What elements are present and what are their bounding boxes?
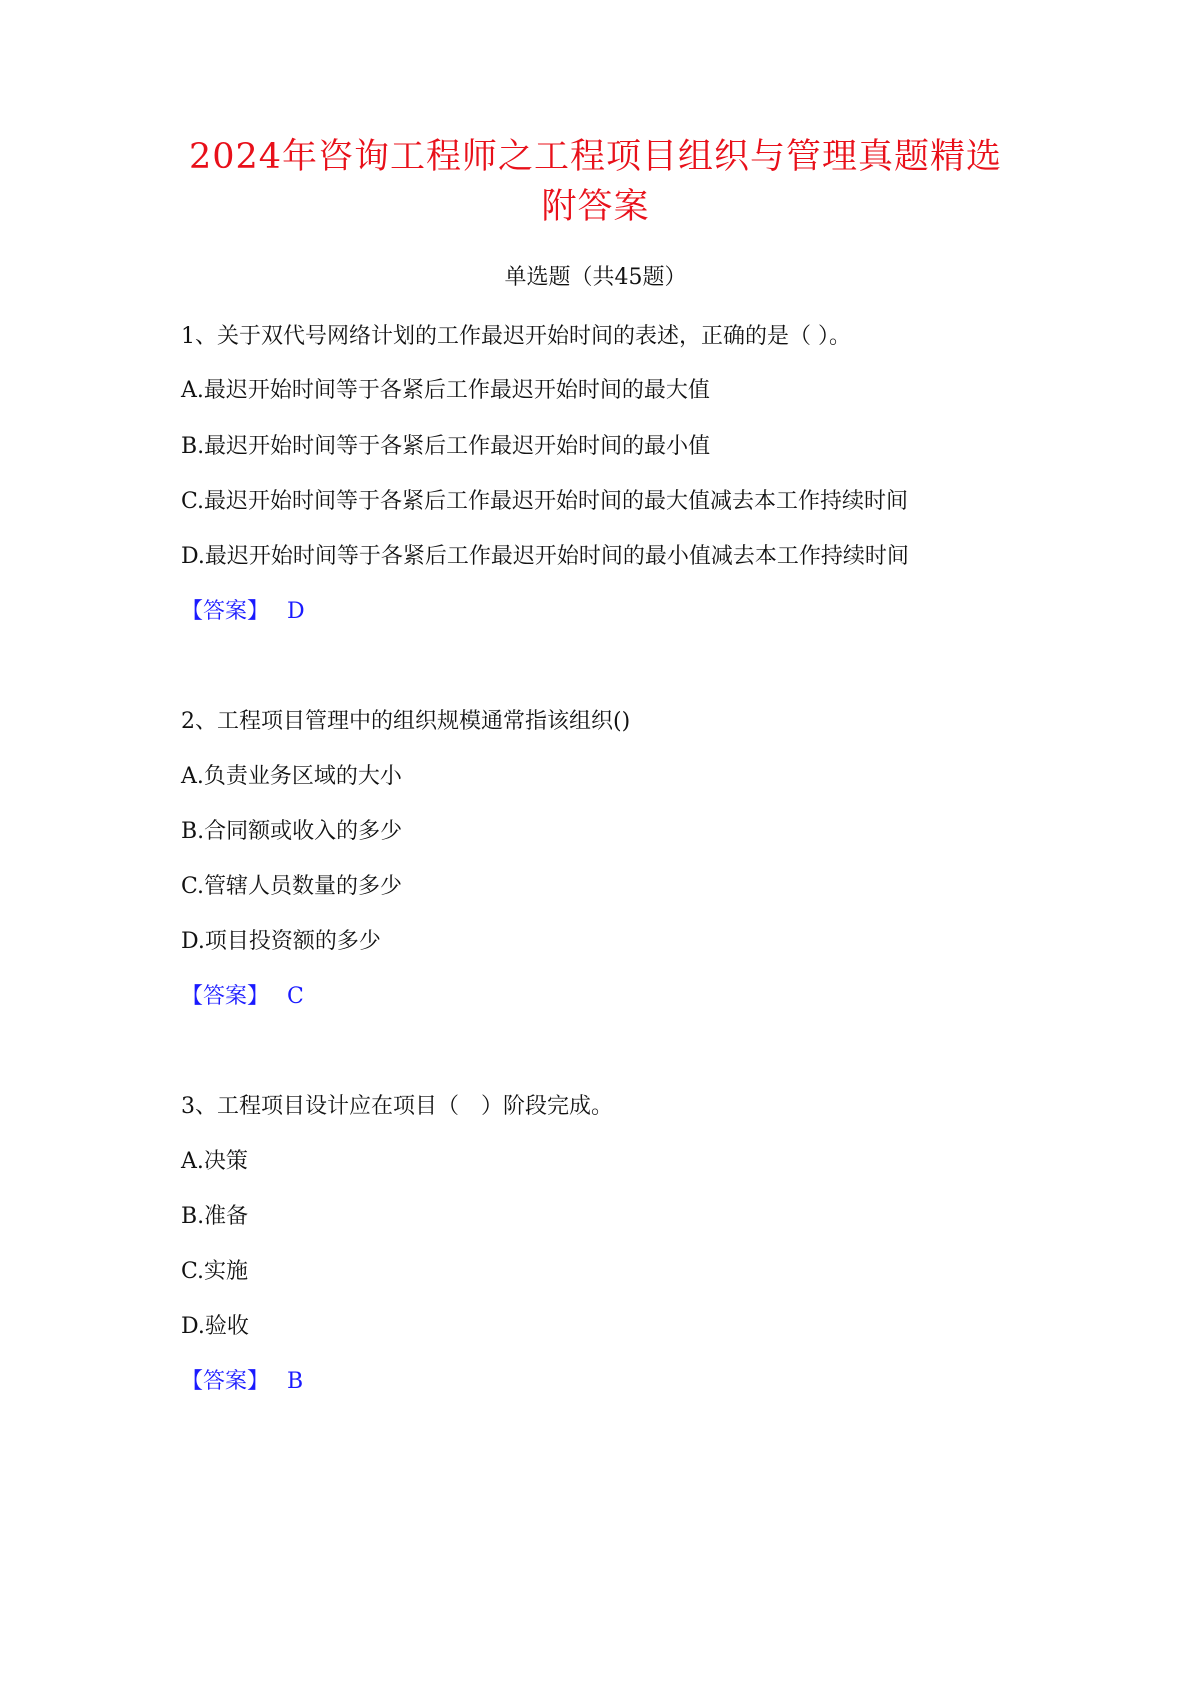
question-3-answer xyxy=(181,1367,303,1397)
question-1-stem: 1、关于双代号网络计划的工作最迟开始时间的表述，正确的是（ ）。 xyxy=(181,324,851,349)
question-3-option-c: C.实施 xyxy=(181,1259,249,1284)
question-2-option-b: B.合同额或收入的多少 xyxy=(181,819,403,844)
question-2-stem: 2、工程项目管理中的组织规模通常指该组织() xyxy=(181,709,631,734)
question-2-option-c: C.管辖人员数量的多少 xyxy=(181,874,403,899)
answer-value: D xyxy=(287,599,305,624)
title-line-2: 附答案 xyxy=(541,187,650,227)
question-3-stem: 3、工程项目设计应在项目（ ）阶段完成。 xyxy=(181,1094,613,1119)
answer-label: 【答案】 xyxy=(181,984,270,1009)
question-2-answer xyxy=(181,982,304,1012)
question-1-option-a: A.最迟开始时间等于各紧后工作最迟开始时间的最大值 xyxy=(181,378,710,403)
question-1-option-d: D.最迟开始时间等于各紧后工作最迟开始时间的最小值减去本工作持续时间 xyxy=(181,544,909,569)
question-2-option-a: A.负责业务区域的大小 xyxy=(181,764,402,789)
document-title xyxy=(100,132,1091,232)
question-3-option-b: B.准备 xyxy=(181,1204,249,1229)
answer-value: B xyxy=(287,1369,304,1394)
question-2-option-d: D.项目投资额的多少 xyxy=(181,929,381,954)
question-1-option-b: B.最迟开始时间等于各紧后工作最迟开始时间的最小值 xyxy=(181,434,711,459)
question-3-option-a: A.决策 xyxy=(181,1149,248,1174)
question-1-option-c: C.最迟开始时间等于各紧后工作最迟开始时间的最大值减去本工作持续时间 xyxy=(181,489,909,514)
answer-label: 【答案】 xyxy=(181,599,270,624)
question-3-option-d: D.验收 xyxy=(181,1314,249,1339)
title-line-1: 2024年咨询工程师之工程项目组织与管理真题精选 xyxy=(188,137,1003,177)
question-1-answer xyxy=(181,597,305,627)
section-heading: 单选题（共45题） xyxy=(504,265,687,290)
answer-value: C xyxy=(287,984,304,1009)
answer-label: 【答案】 xyxy=(181,1369,270,1394)
